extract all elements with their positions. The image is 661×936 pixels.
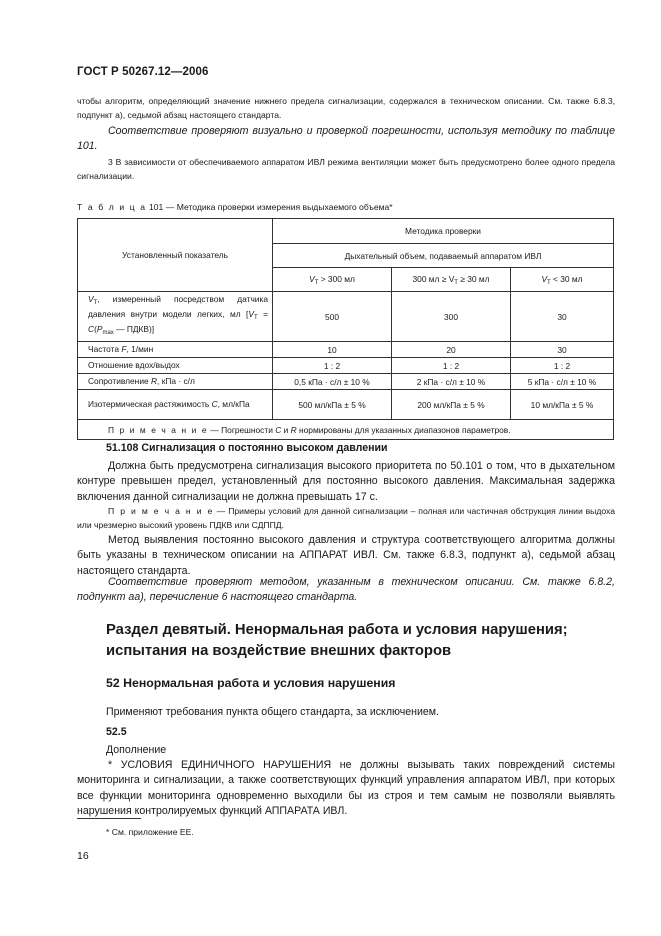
vt-sub: T bbox=[93, 300, 98, 306]
vt-end: — ПДКВ)] bbox=[113, 324, 155, 334]
col1-sub: T bbox=[314, 279, 319, 286]
table-caption bbox=[77, 200, 615, 214]
cell: 300 bbox=[392, 292, 511, 342]
note-text-a: — Погрешности bbox=[208, 424, 276, 435]
res-text: Сопротивление bbox=[88, 376, 151, 386]
col2-pre: 300 мл ≥ V bbox=[412, 273, 455, 284]
col2-sub: T bbox=[454, 279, 458, 286]
table-note bbox=[78, 420, 614, 440]
cell: 200 мл/кПа ± 5 % bbox=[392, 390, 511, 420]
f-symbol: F bbox=[121, 344, 127, 354]
intro-compliance: Соответствие проверяют визуально и проверкой погрешности, используя методику по таблице 101. bbox=[77, 125, 615, 153]
document-header: ГОСТ Р 50267.12—2006 bbox=[77, 66, 209, 78]
header-col-3 bbox=[511, 268, 614, 292]
row-label-ratio: Отношение вдох/выдох bbox=[78, 358, 273, 374]
note-prefix: П р и м е ч а н и е bbox=[108, 424, 209, 435]
p-symbol: P bbox=[96, 324, 103, 334]
col3-sub: T bbox=[547, 279, 551, 286]
r-symbol: R bbox=[150, 376, 158, 386]
para-apply: Применяют требования пункта общего стандарта, за исключением. bbox=[106, 706, 440, 718]
cell: 1 : 2 bbox=[511, 358, 614, 374]
row-label-compliance bbox=[78, 390, 273, 420]
cell: 30 bbox=[511, 292, 614, 342]
pmax-sub: max bbox=[102, 330, 114, 336]
page-number: 16 bbox=[77, 850, 89, 862]
cell: 20 bbox=[392, 342, 511, 358]
para-51-108: Должна быть предусмотрена сигнализация высокого приоритета по 50.101 о том, что в дыхательном контуре превышен предел, установленный для постоянно высокого давления. Максимальная задержка включения данной сигнализации не должна превышать 17 с. bbox=[77, 460, 615, 503]
compliance-paragraph: Соответствие проверяют методом, указанным в техническом описании. См. также 6.8.2, подпункт аа), перечисление 6 настоящего стандарта. bbox=[77, 576, 615, 604]
intro-continuation: чтобы алгоритм, определяющий значение нижнего предела сигнализации, содержался в техническом описании. См. также 6.8.3, подпункт а), седьмой абзац настоящего стандарта. bbox=[77, 96, 615, 120]
comp-text: Изотермическая растяжимость bbox=[88, 399, 212, 409]
header-parameter: Установленный показатель bbox=[78, 219, 273, 292]
addition-label: Дополнение bbox=[106, 744, 167, 756]
note-3: 3 В зависимости от обеспечиваемого аппаратом ИВЛ режима вентиляции может быть предусмотрено более одного предела сигнализации. bbox=[77, 157, 615, 181]
header-volume: Дыхательный объем, подаваемый аппаратом ИВЛ bbox=[273, 244, 614, 268]
vt-eq: = bbox=[257, 309, 269, 319]
vt-symbol-2: V bbox=[248, 309, 254, 319]
table-note-row bbox=[78, 420, 614, 440]
col1-symbol: V bbox=[309, 273, 315, 284]
cell: 5 кПа · с/л ± 10 % bbox=[511, 374, 614, 390]
cell: 10 мл/кПа ± 5 % bbox=[511, 390, 614, 420]
vt-sub-2: T bbox=[253, 315, 258, 321]
c-symbol: C bbox=[88, 324, 95, 334]
freq-unit: , 1/мин bbox=[126, 344, 154, 354]
note-text: — Примеры условий для данной сигнализации – полная или частичная обструкция линии выдоха или чрезмерно высокий уровень ПДКВ или СДППД. bbox=[77, 506, 615, 530]
cell: 2 кПа · с/л ± 10 % bbox=[392, 374, 511, 390]
method-paragraph: Метод выявления постоянно высокого давления и структура соответствующего алгоритма должны быть указаны в техническом описании на АППАРАТ ИВЛ. См. также 6.8.3, подпункт а), седьмой абзац настоящего стандарта. bbox=[77, 534, 615, 577]
cell: 1 : 2 bbox=[273, 358, 392, 374]
cell: 1 : 2 bbox=[392, 358, 511, 374]
cell: 30 bbox=[511, 342, 614, 358]
table-caption-text: 101 — Методика проверки измерения выдыхаемого объема* bbox=[146, 202, 393, 212]
res-unit: , кПа · с/л bbox=[157, 376, 195, 386]
note-prefix: П р и м е ч а н и е bbox=[108, 506, 214, 516]
note-c: C bbox=[275, 424, 282, 435]
section-9-title: Раздел девятый. Ненормальная работа и условия нарушения; испытания на воздействие внешних факторов bbox=[106, 622, 568, 659]
table-row bbox=[78, 342, 614, 358]
para-52-5: * УСЛОВИЯ ЕДИНИЧНОГО НАРУШЕНИЯ не должны вызывать таких повреждений системы мониторинга и сигнализации, а также соответствующих функций управления аппаратом ИВЛ, при которых все функции мониторинга одновременно выходили бы из строя и тем самым не позволяли выявлять нарушения контролируемых функций АППАРАТА ИВЛ. bbox=[77, 759, 615, 818]
header-col-2 bbox=[392, 268, 511, 292]
row-label-resistance bbox=[78, 374, 273, 390]
vt-text: , измеренный посредством датчика давления внутри модели легких, мл [ bbox=[88, 294, 268, 319]
cell: 10 bbox=[273, 342, 392, 358]
header-col-1 bbox=[273, 268, 392, 292]
table-row bbox=[78, 374, 614, 390]
cell: 500 мл/кПа ± 5 % bbox=[273, 390, 392, 420]
footnote: * См. приложение ЕЕ. bbox=[106, 827, 194, 837]
heading-52: 52 Ненормальная работа и условия нарушения bbox=[106, 676, 396, 690]
col2-rest: ≥ 30 мл bbox=[457, 273, 490, 284]
row-label-vt bbox=[78, 292, 273, 342]
heading-51-108: 51.108 Сигнализация о постоянно высоком давлении bbox=[106, 442, 388, 454]
table-101 bbox=[77, 218, 614, 440]
freq-text: Частота bbox=[88, 344, 122, 354]
cell: 0,5 кПа · с/л ± 10 % bbox=[273, 374, 392, 390]
note-r: R bbox=[290, 424, 297, 435]
table-row bbox=[78, 390, 614, 420]
paren: ( bbox=[94, 324, 97, 334]
comp-unit: , мл/кПа bbox=[217, 399, 250, 409]
table-row bbox=[78, 292, 614, 342]
col3-rest: < 30 мл bbox=[550, 273, 583, 284]
footnote-separator bbox=[77, 818, 141, 819]
vt-symbol: V bbox=[88, 294, 94, 304]
subclause-52-5: 52.5 bbox=[106, 726, 127, 738]
col1-rest: > 300 мл bbox=[318, 273, 355, 284]
c-symbol: C bbox=[211, 399, 218, 409]
table-caption-prefix: Т а б л и ц а bbox=[77, 202, 147, 212]
header-method: Методика проверки bbox=[273, 219, 614, 244]
col3-symbol: V bbox=[541, 273, 548, 284]
note-text-b: нормированы для указанных диапазонов параметров. bbox=[296, 424, 511, 435]
note-and: и bbox=[281, 424, 291, 435]
row-label-frequency bbox=[78, 342, 273, 358]
table-row bbox=[78, 358, 614, 374]
note-51-108 bbox=[77, 504, 615, 532]
cell: 500 bbox=[273, 292, 392, 342]
